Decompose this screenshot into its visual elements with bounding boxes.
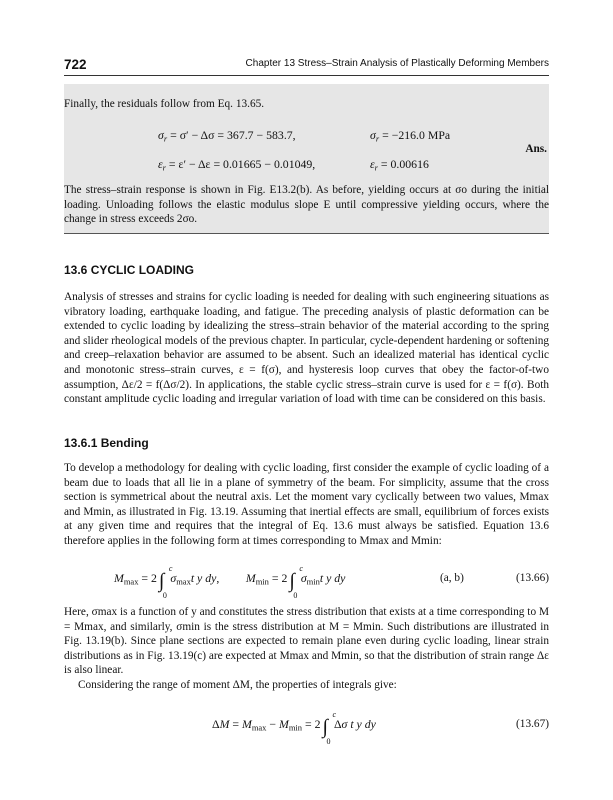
bending-paragraph-1: To develop a methodology for dealing with cyclic loading, first consider the example of cyclic loading of a beam due to loads that all lie in a plane of symmetry of the beam. For simplicity, assume that the cross section is symmetrical about the neutral axis. Let the moment vary cyclically between two values, Mmax and Mmin, as illustrated in Fig. 13.19. Assuming that inertial effects are small, equilibrium of forces exists at any given time and requires that the integral of Eq. 13.6 must always be satisfied. Equation 13.6 therefore applies in the following form at times corresponding to Mmax and Mmin: <box>64 462 549 547</box>
bending-paragraph-3: Considering the range of moment ΔM, the properties of integrals give: <box>78 679 397 691</box>
equation-13-66-number: (13.66) <box>516 572 549 584</box>
subsection-heading: 13.6.1 Bending <box>64 436 149 450</box>
section-paragraph: Analysis of stresses and strains for cyclic loading is needed for dealing with such engineering situations as vibratory loading, earthquake loading, and fatigue. The preceding analysis of plastic deformation can be extended to cyclic loading by idealizing the stress–strain behavior of the material according to the spring and slider rheological models of the previous chapter. In particular, cycle-dependent hardening or softening and creep–relaxation behavior are assumed to be absent. Such an idealized material has identical cyclic and monotonic stress–strain curves, ε = f(σ), and hysteresis loop curves that obey the factor-of-two assumption, Δε/2 = f(Δσ/2). In applications, the stable cyclic stress–strain curve is used for ε = f(σ). Both constant amplitude cyclic loading and irregular variation of load with time can be considered on this basis. <box>64 291 549 406</box>
example-intro: Finally, the residuals follow from Eq. 13.65. <box>64 98 265 110</box>
residual-stress-value: $\sigma_r = -216.0$ MPa <box>370 128 451 144</box>
equation-13-66-tag: (a, b) <box>440 572 464 584</box>
running-header <box>64 57 549 75</box>
bending-paragraph-2: Here, σmax is a function of y and constitutes the stress distribution that exists at a time corresponding to M = Mmax, and similarly, σmin is the stress distribution at M = Mmin. Such distributions are illustrated in Fig. 13.19(b). Since plane sections are expected to remain plane even during cyclic loading, linear strain distributions as in Fig. 13.19(c) are expected at Mmax and Mmin, so that the distribution of strain range Δε is also linear. <box>64 606 549 677</box>
page-number: 722 <box>64 57 87 72</box>
residual-strain-value: $\varepsilon_r = 0.00616$ <box>370 157 429 173</box>
section-heading: 13.6 CYCLIC LOADING <box>64 263 195 277</box>
equation-13-66: $M_{max} = 2$ ∫ c 0 $\sigma_{max}t$ y dy, $M_{min} = 2$ ∫ c 0 $\sigma_{min}t$ y dy <box>114 564 346 600</box>
running-title: Chapter 13 Stress–Strain Analysis of Plastically Deforming Members <box>245 58 549 69</box>
equation-13-67-number: (13.67) <box>516 718 549 730</box>
residual-stress-equation: $\sigma_r = \sigma' - \Delta\sigma = 367.7 - 583.7$, <box>158 128 296 144</box>
equation-13-67: $\Delta M = M_{max} - M_{min} = 2$ ∫ c 0 Δσ t y dy <box>212 710 376 746</box>
answer-label: Ans. <box>525 143 547 155</box>
example-closing-paragraph: The stress–strain response is shown in Fig. E13.2(b). As before, yielding occurs at σo during the initial loading. Unloading follows the elastic modulus slope E until compressive yielding occurs, where the change in stress exceeds 2σo. <box>64 184 549 226</box>
residual-strain-equation: $\varepsilon_r = \varepsilon' - \Delta\varepsilon = 0.01665 - 0.01049$, <box>158 157 316 173</box>
header-rule <box>64 75 549 76</box>
